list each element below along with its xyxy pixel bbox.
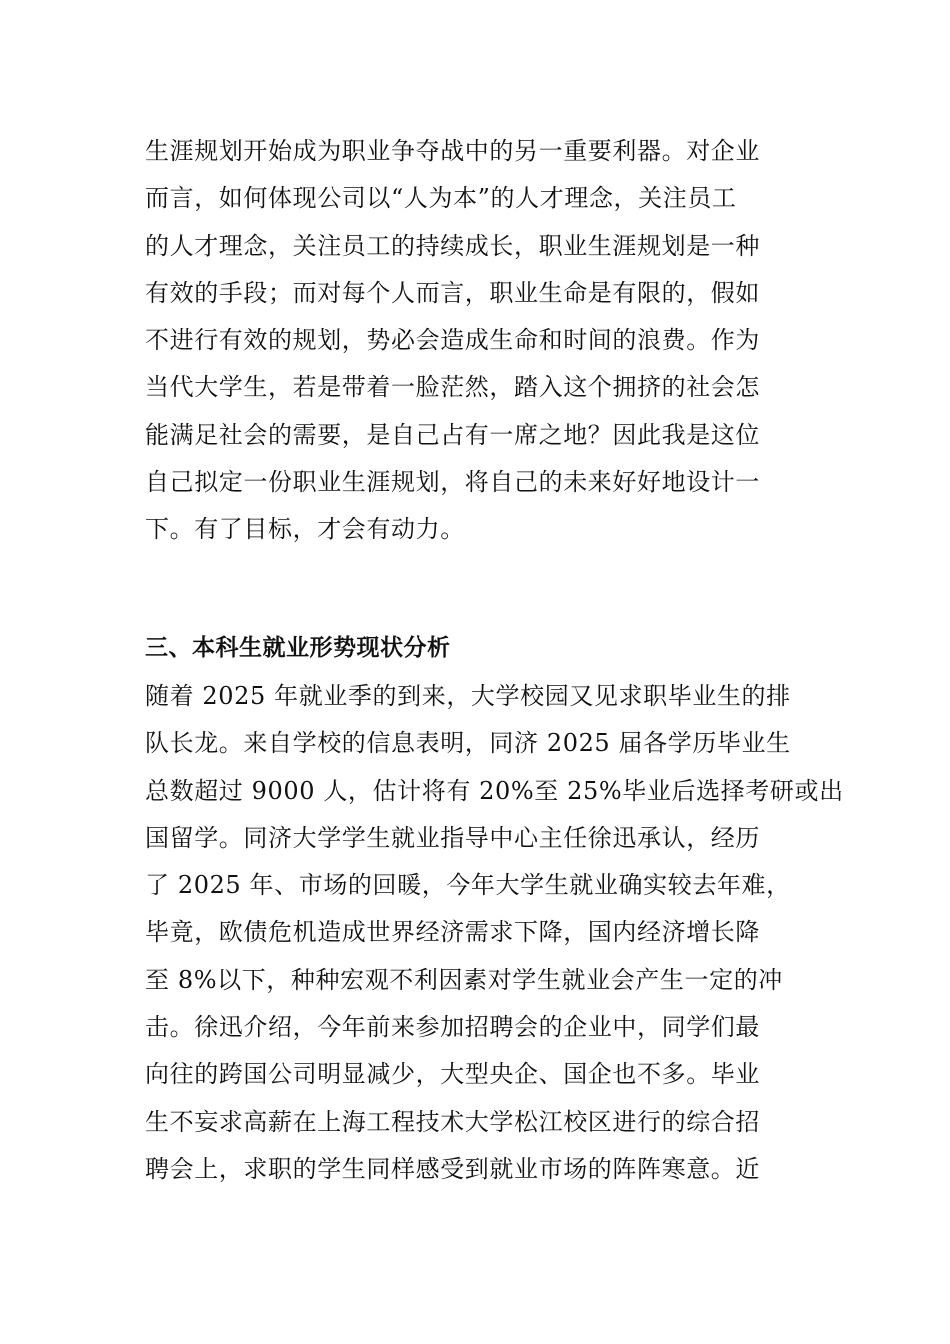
paragraph-intro [145, 128, 815, 554]
section-heading: 三、本科生就业形势现状分析 [145, 635, 451, 661]
paragraph-line: 了 2025 年、市场的回暖，今年大学生就业确实较去年难， [145, 871, 791, 900]
paragraph-line: 击。徐迅介绍，今年前来参加招聘会的企业中，同学们最 [145, 1013, 760, 1042]
paragraph-line: 向往的跨国公司明显减少，大型央企、国企也不多。毕业 [145, 1060, 760, 1089]
paragraph-line: 毕竟，欧债危机造成世界经济需求下降，国内经济增长降 [145, 918, 760, 947]
paragraph-line: 队长龙。来自学校的信息表明，同济 2025 届各学历毕业生 [145, 729, 791, 758]
paragraph-line: 而言，如何体现公司以“人为本”的人才理念，关注员工 [145, 184, 737, 213]
paragraph-line: 生涯规划开始成为职业争夺战中的另一重要利器。对企业 [145, 137, 760, 165]
paragraph-line: 当代大学生，若是带着一脸茫然，踏入这个拥挤的社会怎 [145, 373, 760, 402]
paragraph-line: 不进行有效的规划，势必会造成生命和时间的浪费。作为 [145, 326, 760, 355]
paragraph-line: 生不妄求高薪在上海工程技术大学松江校区进行的综合招 [145, 1107, 760, 1136]
paragraph-line: 下。有了目标，才会有动力。 [145, 515, 465, 544]
paragraph-line: 能满足社会的需要，是自己占有一席之地？因此我是这位 [145, 420, 760, 449]
paragraph-line: 随着 2025 年就业季的到来，大学校园又见求职毕业生的排 [145, 682, 791, 710]
paragraph-line: 总数超过 9000 人，估计将有 20%至 25%毕业后选择考研或出 [145, 776, 844, 805]
paragraph-line: 的人才理念，关注员工的持续成长，职业生涯规划是一种 [145, 231, 760, 260]
paragraph-line: 自己拟定一份职业生涯规划，将自己的未来好好地设计一 [145, 468, 760, 497]
paragraph-employment-analysis [145, 673, 844, 1193]
paragraph-line: 有效的手段；而对每个人而言，职业生命是有限的，假如 [145, 278, 760, 307]
paragraph-line: 国留学。同济大学学生就业指导中心主任徐迅承认，经历 [145, 823, 760, 852]
paragraph-line: 至 8%以下，种种宏观不利因素对学生就业会产生一定的冲 [145, 965, 783, 994]
paragraph-line: 聘会上，求职的学生同样感受到就业市场的阵阵寒意。近 [145, 1154, 760, 1183]
